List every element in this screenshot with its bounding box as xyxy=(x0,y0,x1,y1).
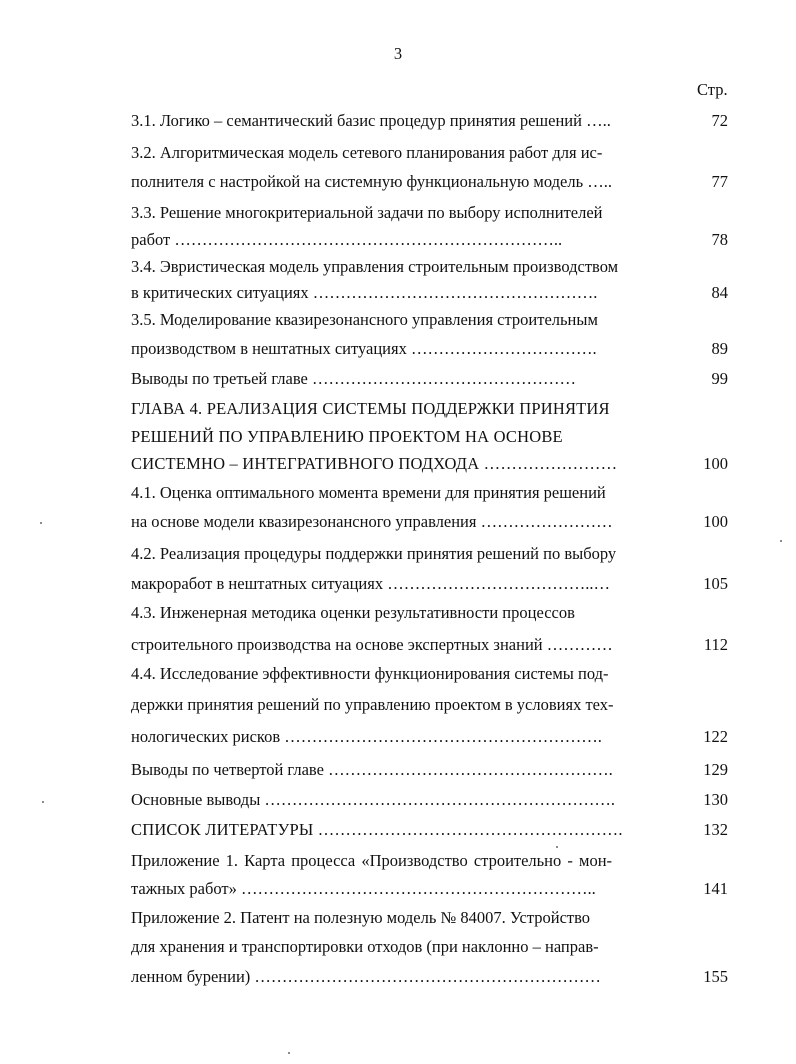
toc-entry-title-leader: Основные выводы ………………………………………………………. xyxy=(131,790,616,809)
toc-entry-title-leader: производством в нештатных ситуациях ……………………………. xyxy=(131,339,597,358)
chapter-title: РЕШЕНИЙ ПО УПРАВЛЕНИЮ ПРОЕКТОМ НА ОСНОВЕ xyxy=(131,427,563,446)
toc-entry-page: 100 xyxy=(703,454,728,473)
toc-entry-title: 4.3. Инженерная методика оценки результативности процессов xyxy=(131,603,575,622)
toc-entry-page: 132 xyxy=(703,820,728,839)
toc-entry-title-leader: макроработ в нештатных ситуациях ………………………………..… xyxy=(131,574,610,593)
toc-entry-title-leader: полнителя с настройкой на системную функциональную модель ….. xyxy=(131,172,612,191)
page-number: 3 xyxy=(393,44,403,63)
toc-entry-title: для хранения и транспортировки отходов (при наклонно – направ- xyxy=(131,937,599,956)
page-column-header: Стр. xyxy=(697,80,728,99)
toc-entry-page: 84 xyxy=(711,283,728,302)
toc-entry-title: 3.5. Моделирование квазирезонансного управления строительным xyxy=(131,310,598,329)
toc-entry-page: 129 xyxy=(703,760,728,779)
toc-entry-page: 141 xyxy=(703,879,728,898)
toc-entry-page: 130 xyxy=(703,790,728,809)
scan-speck xyxy=(42,801,44,803)
toc-entry-page: 105 xyxy=(703,574,728,593)
toc-entry-title: Приложение 2. Патент на полезную модель № 84007. Устройство xyxy=(131,908,591,927)
scan-speck xyxy=(288,1052,290,1054)
toc-entry-title-leader: ленном бурении) ……………………………………………………… xyxy=(131,967,601,986)
toc-entry-title-leader: СПИСОК ЛИТЕРАТУРЫ ………………………………………………. xyxy=(131,820,623,839)
toc-entry-title-leader: тажных работ» ……………………………………………………….. xyxy=(131,879,596,898)
toc-entry-title: держки принятия решений по управлению проектом в условиях тех- xyxy=(131,695,614,714)
scan-speck xyxy=(556,846,558,848)
toc-entry-title-leader: строительного производства на основе экспертных знаний ………… xyxy=(131,635,613,654)
toc-entry-title: 3.4. Эвристическая модель управления строительным производством xyxy=(131,257,619,276)
toc-entry-page: 122 xyxy=(703,727,728,746)
toc-entry-page: 78 xyxy=(711,230,728,249)
chapter-title: ГЛАВА 4. РЕАЛИЗАЦИЯ СИСТЕМЫ ПОДДЕРЖКИ ПРИНЯТИЯ xyxy=(131,399,610,418)
toc-entry-title-leader: в критических ситуациях ……………………………………………. xyxy=(131,283,598,302)
toc-entry-title: 3.2. Алгоритмическая модель сетевого планирования работ для ис- xyxy=(131,143,603,162)
toc-entry-page: 155 xyxy=(703,967,728,986)
toc-entry-title-leader: нологических рисков …………………………………………………. xyxy=(131,727,602,746)
toc-entry-title-leader: Выводы по третьей главе ………………………………………… xyxy=(131,369,576,388)
toc-entry-page: 100 xyxy=(703,512,728,531)
toc-entry-page: 99 xyxy=(711,369,728,388)
toc-entry-title: 4.4. Исследование эффективности функционирования системы под- xyxy=(131,664,609,683)
chapter-title-leader: СИСТЕМНО – ИНТЕГРАТИВНОГО ПОДХОДА …………………… xyxy=(131,454,618,473)
toc-entry-title: 4.1. Оценка оптимального момента времени для принятия решений xyxy=(131,483,606,502)
toc-entry-page: 77 xyxy=(711,172,728,191)
toc-entry-page: 72 xyxy=(711,111,728,130)
toc-entry-title: 3.1. Логико – семантический базис процедур принятия решений ….. xyxy=(131,111,611,130)
toc-entry-page: 89 xyxy=(711,339,728,358)
scan-speck xyxy=(40,522,42,524)
toc-entry-page: 112 xyxy=(703,635,728,654)
toc-entry-title-leader: работ …………………………………………………………….. xyxy=(131,230,563,249)
toc-entry-title: 4.2. Реализация процедуры поддержки принятия решений по выбору xyxy=(131,544,617,563)
toc-entry-title: Приложение 1. Карта процесса «Производство строительно - мон- xyxy=(131,851,613,870)
toc-entry-title: 3.3. Решение многокритериальной задачи по выбору исполнителей xyxy=(131,203,603,222)
toc-entry-title-leader: Выводы по четвертой главе ……………………………………………. xyxy=(131,760,613,779)
scan-speck xyxy=(780,540,782,542)
toc-entry-title-leader: на основе модели квазирезонансного управления …………………… xyxy=(131,512,613,531)
